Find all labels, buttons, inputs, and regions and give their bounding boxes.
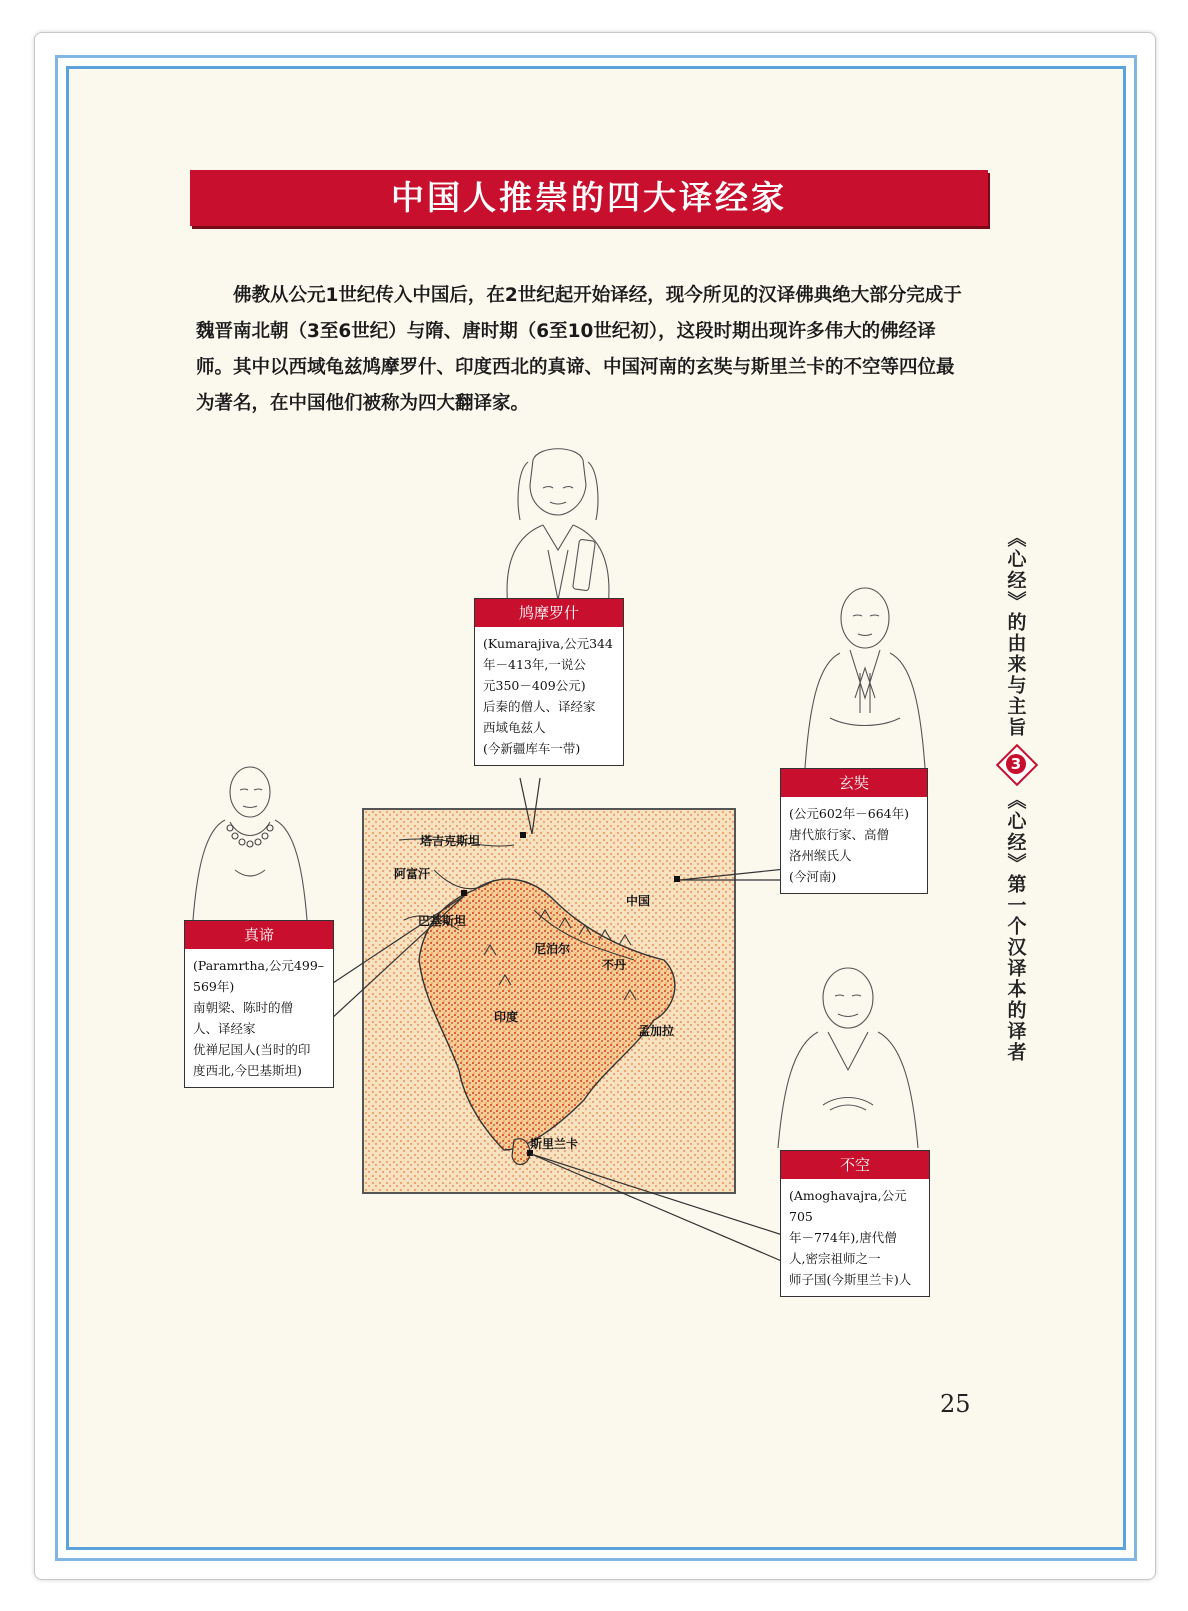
map-label-india: 印度 [494,1010,519,1024]
kumarajiva-line: 后秦的僧人、译经家 [483,699,596,714]
map-label-srilanka: 斯里兰卡 [530,1137,579,1151]
amoghavajra-line: 人,密宗祖师之一 [789,1251,881,1266]
paramartha-name: 真谛 [185,921,333,949]
map-label-nepal: 尼泊尔 [534,942,571,956]
map-label-afghanistan: 阿富汗 [394,867,431,881]
kumarajiva-line: (Kumarajiva,公元344 [483,636,613,651]
kumarajiva-figure [488,440,628,608]
xuanzang-line: (公元602年－664年) [789,806,909,821]
paramartha-card [184,920,334,1088]
paramartha-line: 569年) [193,979,235,994]
page-number: 25 [940,1390,971,1418]
paramartha-line: 人、译经家 [193,1021,256,1036]
chapter-title: 《心经》的由来与主旨 [1004,528,1027,738]
amoghavajra-line: (Amoghavajra,公元705 [789,1188,907,1224]
amoghavajra-line: 年－774年),唐代僧 [789,1230,897,1245]
paramartha-line: 度西北,今巴基斯坦) [193,1063,302,1078]
paramartha-figure [185,760,315,920]
paramartha-line: 南朝梁、陈时的僧 [193,1000,294,1015]
xuanzang-line: 唐代旅行家、高僧 [789,827,890,842]
kumarajiva-card [474,598,624,766]
amoghavajra-name: 不空 [781,1151,929,1179]
kumarajiva-line: 年－413年,一说公 [483,657,586,672]
map-label-pakistan: 巴基斯坦 [418,914,467,928]
map-label-bhutan: 不丹 [602,958,627,972]
section-title: 《心经》第一个汉译本的译者 [1004,790,1027,1063]
paramartha-line: 优禅尼国人(当时的印 [193,1042,311,1057]
xuanzang-card [780,768,928,894]
map-label-bangladesh: 孟加拉 [638,1024,675,1038]
amoghavajra-line: 师子国(今斯里兰卡)人 [789,1272,912,1287]
kumarajiva-line: 元350－409公元) [483,678,586,693]
kumarajiva-line: 西域龟兹人 [483,720,546,735]
kumarajiva-name: 鸠摩罗什 [475,599,623,627]
xuanzang-line: (今河南) [789,869,837,884]
paramartha-line: (Paramrtha,公元499– [193,958,325,973]
amoghavajra-card [780,1150,930,1297]
amoghavajra-figure [768,960,928,1148]
intro-paragraph: 佛教从公元1世纪传入中国后，在2世纪起开始译经，现今所见的汉译佛典绝大部分完成于魏晋南北朝（3至6世纪）与隋、唐时期（6至10世纪初），这段时期出现许多伟大的佛经译师。其中以西域龟兹鸠摩罗什、印度西北的真谛、中国河南的玄奘与斯里兰卡的不空等四位最为著名，在中国他们被称为四大翻译家。 [196,285,962,414]
map-label-china: 中国 [626,894,651,908]
kumarajiva-line: (今新疆库车一带) [483,741,581,756]
xuanzang-name: 玄奘 [781,769,927,797]
xuanzang-line: 洛州缑氏人 [789,848,852,863]
chapter-number: 3 [1006,754,1026,774]
xuanzang-figure [790,578,940,768]
map-label-tajikistan: 塔吉克斯坦 [420,834,481,848]
page-title: 中国人推崇的四大译经家 [190,170,988,226]
